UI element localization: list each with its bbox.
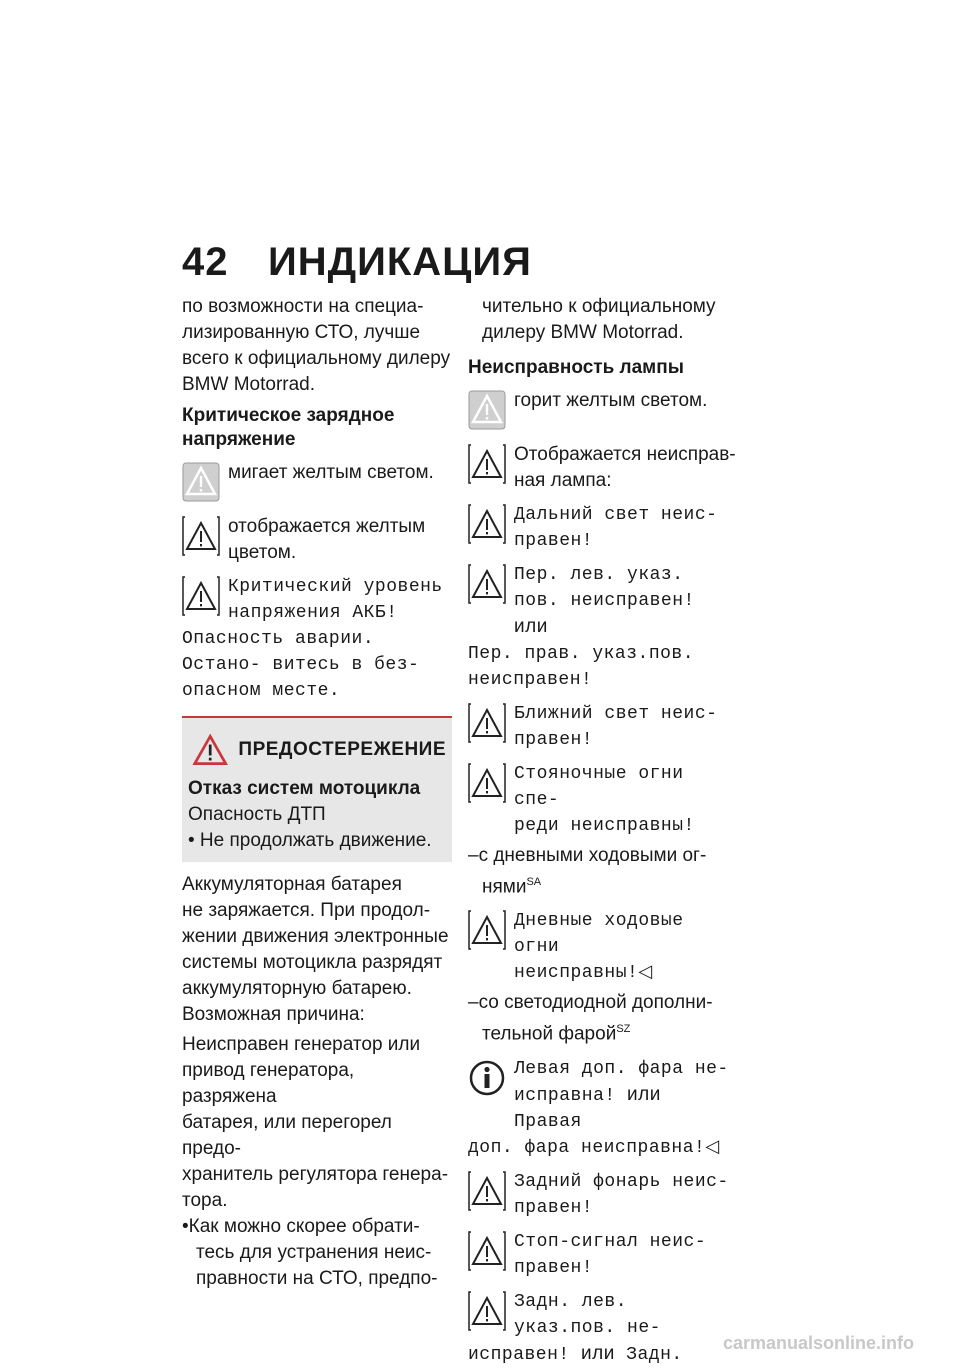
intro-paragraph [468,294,738,346]
info-icon [468,1058,506,1098]
display-message: Пер. лев. указ. [514,565,684,585]
option-note [468,990,738,1047]
display-message: пов. неисправен! [514,591,695,611]
right-column [468,294,738,1368]
display-message: доп. фара неисправна!◁ [468,1137,720,1158]
indicator-entry [468,562,738,693]
warning-bullet: • Не продолжать движение. [188,830,432,851]
warning-triangle-icon [468,564,506,604]
indicator-entry [468,908,738,986]
indicator-entry [468,1229,738,1281]
warning-triangle-icon [468,504,506,544]
indicator-entry [468,502,738,554]
watermark: carmanualsonline.info [722,1333,914,1353]
heading-line: Критическое зарядное [182,405,395,426]
text-line: хранитель регулятора генера- [182,1164,449,1185]
text-line: тесь для устранения неис- [196,1242,432,1263]
warning-triangle-icon [468,444,506,484]
display-message: указ.пов. не- [514,1317,661,1338]
page-header [182,240,532,285]
page-title: ИНДИКАЦИЯ [268,240,532,284]
text-line: Неисправен генератор или [182,1034,421,1055]
entry-text: Отображается неисправ- [514,444,736,465]
entry-text: ная лампа: [514,470,612,491]
text-line: Аккумуляторная батарея [182,874,402,895]
display-message: Стояночные огни спе- [514,764,684,810]
display-message: Критический уровень [228,577,443,597]
option-code: SZ [616,1023,631,1036]
or-connector: или [627,1083,661,1105]
text-line: лизированную СТО, лучше [182,322,421,343]
display-message: Задн. лев. [514,1291,628,1312]
indicator-entry [182,514,452,566]
display-message: исправна! [514,1085,616,1106]
text-line: Возможная причина: [182,1004,365,1025]
display-message: Правая [514,1111,582,1132]
text-line: тора. [182,1190,228,1211]
display-message: Ближний свет неис- [514,704,718,724]
entry-text: отображается желтым [228,516,426,537]
text-line: аккумуляторную батарею. [182,978,412,999]
warning-subtitle: Отказ систем мотоцикла [188,778,421,799]
warning-lamp-icon [182,462,220,502]
warning-text: Опасность ДТП [188,804,326,825]
bullet-paragraph [182,1214,452,1292]
indicator-entry [468,761,738,839]
display-message: Задний фонарь неис- [514,1171,729,1192]
warning-triangle-icon [182,576,220,616]
warning-box [182,716,452,862]
display-message: Левая доп. фара не- [514,1058,729,1079]
warning-triangle-icon [468,1171,506,1211]
text-line: правности на СТО, предпо- [196,1268,438,1289]
text-line: чительно к официальному [482,296,716,317]
indicator-entry [468,701,738,753]
option-note [468,843,738,900]
display-message: правен! [514,1197,594,1218]
display-message: реди неисправны! [514,816,695,836]
display-message: неисправен! [468,670,593,690]
warning-red-triangle-icon [192,732,228,768]
indicator-entry [182,460,452,506]
indicator-entry [468,1169,738,1221]
display-message: правен! [514,1257,594,1278]
display-message: исправен! [468,1344,570,1365]
text-line: •Как можно скорее обрати- [182,1216,420,1237]
entry-text: мигает желтым светом. [228,462,434,483]
display-message: Дневные ходовые огни [514,911,684,958]
text-line: –со светодиодной дополни- [468,992,713,1014]
text-line: батарея, или перегорел предо- [182,1112,392,1159]
warning-title: ПРЕДОСТЕРЕЖЕНИЕ [238,739,446,760]
indicator-entry [468,442,738,494]
warning-triangle-icon [468,1231,506,1271]
warning-triangle-icon [468,703,506,743]
text-line: не заряжается. При продол- [182,900,431,921]
section-heading-critical-voltage [182,404,452,452]
section-heading-lamp-fault: Неисправность лампы [468,357,684,378]
text-line: тельной фарой [482,1023,617,1045]
display-message: Стоп-сигнал неис- [514,1231,707,1252]
text-line: жении движения электронные [182,926,449,947]
or-connector: или [581,1342,615,1364]
text-line: по возможности на специа- [182,296,424,317]
indicator-entry [468,1056,738,1161]
intro-paragraph [182,294,452,398]
or-connector: или [514,616,548,637]
display-message: Дальний свет неис- [514,505,718,525]
body-paragraph [182,1032,452,1214]
warning-triangle-icon [468,910,506,950]
body-paragraph [182,872,452,1028]
option-code: SA [526,876,542,888]
left-column [182,294,452,1292]
display-message: правен! [514,730,594,750]
display-message: Задн. [626,1344,683,1365]
display-message: правен! [514,531,594,551]
text-line: BMW Motorrad. [182,374,316,395]
display-message: Пер. прав. указ.пов. [468,644,695,664]
text-line: –с дневными ходовыми ог- [468,845,707,866]
text-line: всего к официальному дилеру [182,348,451,369]
page-number: 42 [182,240,229,284]
display-message: напряжения АКБ! [228,603,398,623]
heading-line: напряжение [182,429,296,450]
text-line: нями [482,876,527,898]
text-line: привод генератора, разряжена [182,1060,355,1107]
warning-triangle-icon [468,1291,506,1331]
warning-triangle-icon [182,516,220,556]
entry-text: цветом. [228,542,297,563]
display-message: Остано- витесь в без- [182,655,420,675]
warning-triangle-icon [468,763,506,803]
indicator-entry [468,388,738,434]
entry-text: горит желтым светом. [514,390,708,411]
text-line: системы мотоцикла разрядят [182,952,443,973]
warning-lamp-icon [468,390,506,430]
display-message: опасном месте. [182,681,341,701]
display-message: неисправны!◁ [514,963,653,984]
display-message: Опасность аварии. [182,629,375,649]
indicator-entry [468,1289,738,1368]
indicator-entry [182,574,452,704]
text-line: дилеру BMW Motorrad. [482,322,684,343]
